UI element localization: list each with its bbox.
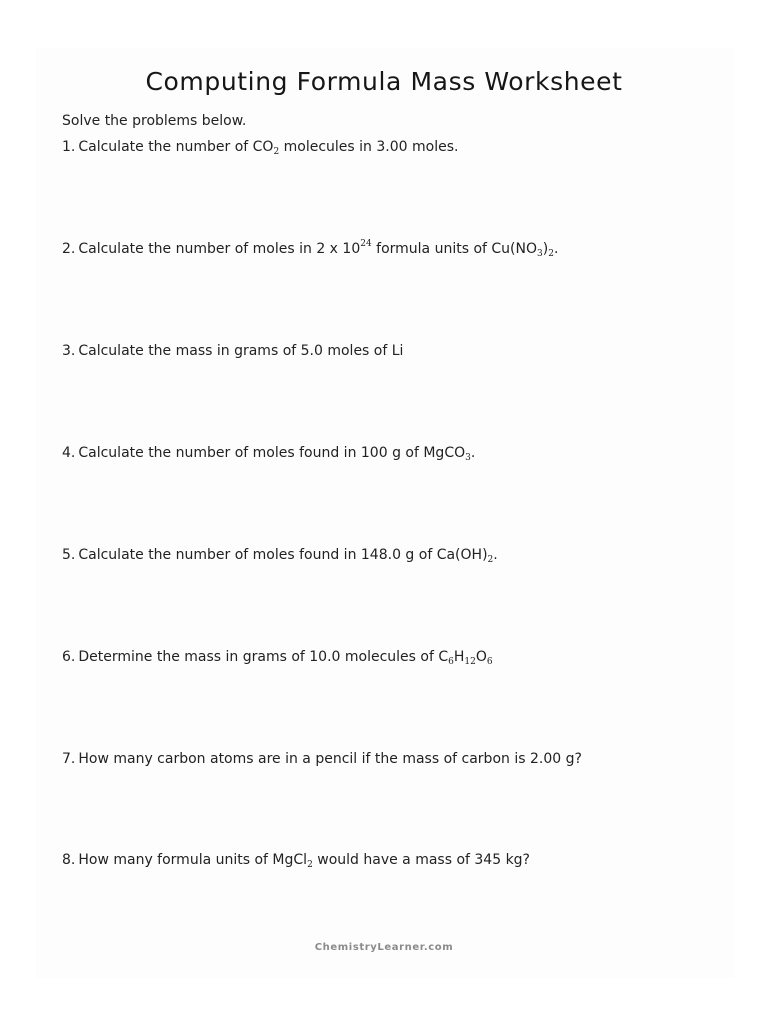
- subscript: 3: [465, 453, 471, 463]
- subscript: 6: [448, 657, 454, 667]
- question-number: 7.: [62, 751, 76, 767]
- instructions: Solve the problems below.: [62, 113, 247, 129]
- question-text: H: [453, 649, 465, 665]
- subscript: 6: [486, 657, 493, 667]
- worksheet-page: [36, 48, 734, 978]
- question-7: [62, 751, 582, 767]
- question-number: 3.: [62, 343, 76, 359]
- question-number: 1.: [62, 139, 76, 155]
- subscript: 12: [464, 657, 476, 667]
- question-text: .: [553, 241, 559, 257]
- question-text: Calculate the mass in grams of 5.0 moles of Li: [78, 343, 404, 359]
- superscript: 24: [360, 239, 372, 249]
- question-text: .: [470, 445, 476, 461]
- subscript: 2: [307, 860, 313, 870]
- question-text: O: [475, 649, 487, 665]
- subscript: 2: [548, 249, 554, 259]
- question-text: Calculate the number of moles found in 100 g of MgCO: [78, 445, 466, 461]
- question-text: .: [493, 547, 498, 563]
- question-text: would have a mass of 345 kg?: [312, 852, 530, 868]
- question-2: [62, 241, 558, 257]
- question-1: [62, 139, 458, 155]
- question-6: [62, 649, 493, 665]
- footer-watermark: ChemistryLearner.com: [314, 942, 454, 953]
- question-3: [62, 343, 403, 359]
- question-8: [62, 852, 530, 868]
- subscript: 3: [537, 249, 543, 259]
- question-5: [62, 547, 498, 563]
- question-number: 4.: [62, 445, 76, 461]
- subscript: 2: [273, 147, 280, 157]
- question-text: Determine the mass in grams of 10.0 molecules of C: [78, 649, 449, 665]
- question-text: ): [542, 241, 549, 257]
- question-text: formula units of Cu(NO: [371, 241, 537, 257]
- question-text: Calculate the number of moles in 2 x 10: [78, 241, 361, 257]
- page-title: Computing Formula Mass Worksheet: [145, 67, 623, 96]
- question-number: 2.: [62, 241, 76, 257]
- question-text: How many carbon atoms are in a pencil if the mass of carbon is 2.00 g?: [78, 751, 582, 767]
- question-number: 5.: [62, 547, 76, 563]
- question-text: How many formula units of MgCl: [78, 852, 308, 868]
- subscript: 2: [487, 555, 494, 565]
- question-text: Calculate the number of moles found in 148.0 g of Ca(OH): [78, 547, 488, 563]
- question-text: molecules in 3.00 moles.: [279, 139, 459, 155]
- question-number: 8.: [62, 852, 76, 868]
- question-text: Calculate the number of CO: [78, 139, 274, 155]
- question-number: 6.: [62, 649, 76, 665]
- question-4: [62, 445, 475, 461]
